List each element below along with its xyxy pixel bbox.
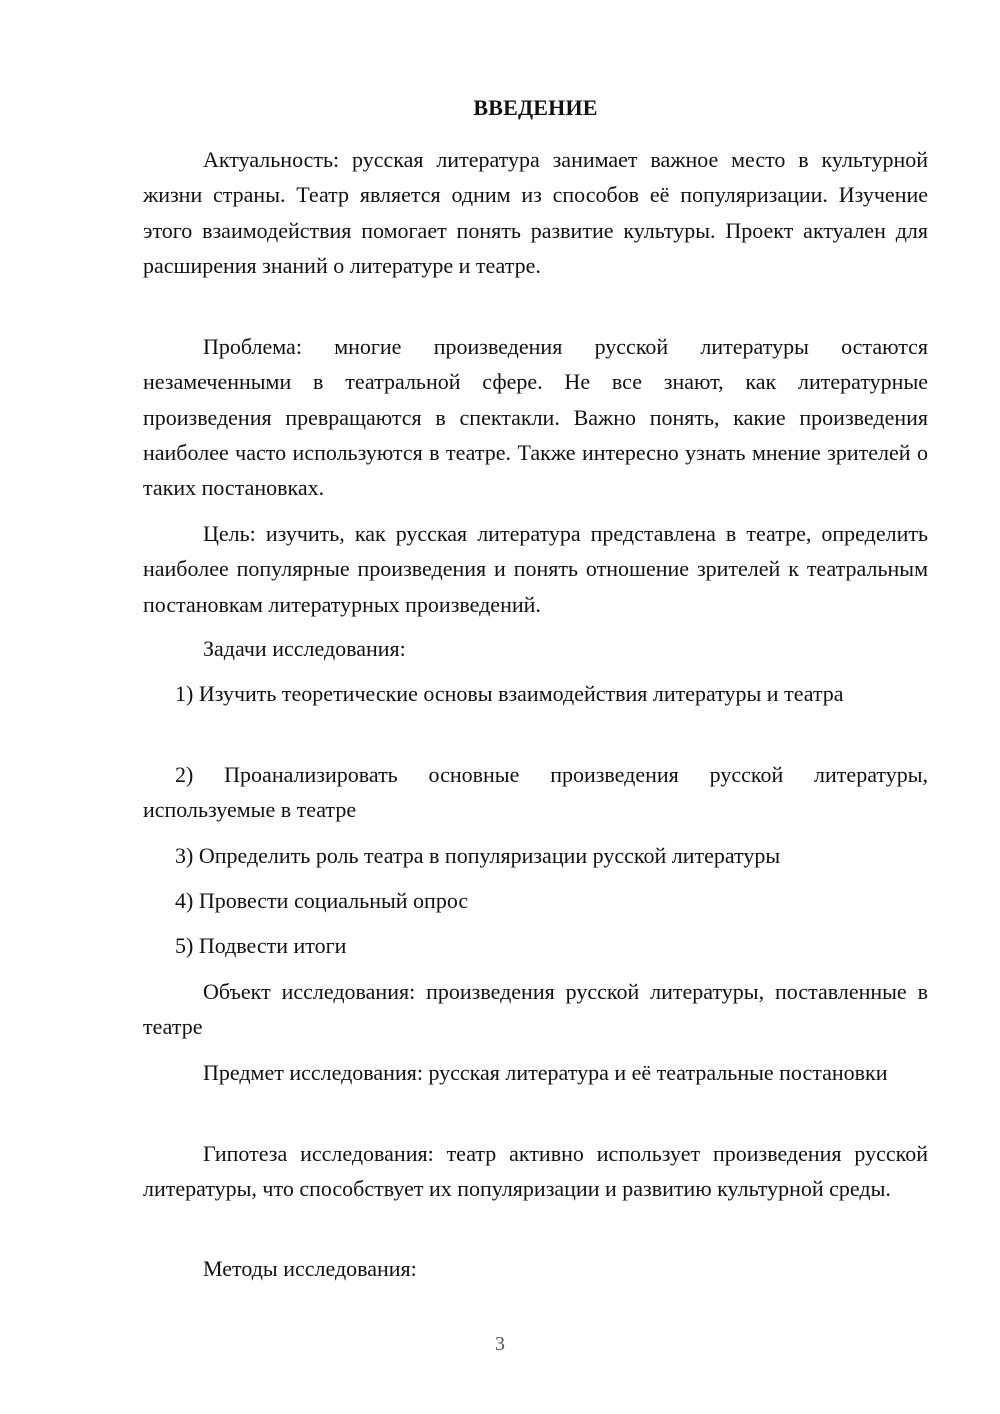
subject-paragraph: Предмет исследования: русская литература и её театральные постановки bbox=[203, 1060, 888, 1085]
section-heading: ВВЕДЕНИЕ bbox=[473, 95, 598, 120]
page-number: 3 bbox=[495, 1333, 505, 1355]
task-item-4: 4) Провести социальный опрос bbox=[175, 888, 469, 913]
methods-heading: Методы исследования: bbox=[203, 1256, 417, 1281]
task-item-5: 5) Подвести итоги bbox=[175, 933, 347, 958]
problem-paragraph: Проблема: многие произведения русской литературы остаются незамеченными в театральной сфере. Не все знают, как литературные произведения превращаются в спектакли. Важно понять, какие произведения наиболее часто используются в театре. Также интересно узнать мнение зрителей о таких постановках. bbox=[143, 334, 928, 501]
relevance-paragraph: Актуальность: русская литература занимает важное место в культурной жизни страны. Театр является одним из способов её популяризации. Изучение этого взаимодействия помогает понять развитие культуры. Проект актуален для расширения знаний о литературе и театре. bbox=[143, 147, 928, 278]
object-paragraph: Объект исследования: произведения русской литературы, поставленные в театре bbox=[143, 979, 928, 1040]
task-item-3: 3) Определить роль театра в популяризации русской литературы bbox=[175, 843, 781, 868]
goal-paragraph: Цель: изучить, как русская литература представлена в театре, определить наиболее популярные произведения и понять отношение зрителей к театральным постановкам литературных произведений. bbox=[143, 521, 928, 617]
hypothesis-paragraph: Гипотеза исследования: театр активно использует произведения русской литературы, что способствует их популяризации и развитию культурной среды. bbox=[143, 1141, 928, 1202]
task-item-1: 1) Изучить теоретические основы взаимодействия литературы и театра bbox=[175, 681, 844, 706]
task-item-2: 2) Проанализировать основные произведения русской литературы, используемые в театре bbox=[143, 762, 928, 823]
tasks-heading: Задачи исследования: bbox=[203, 636, 406, 661]
